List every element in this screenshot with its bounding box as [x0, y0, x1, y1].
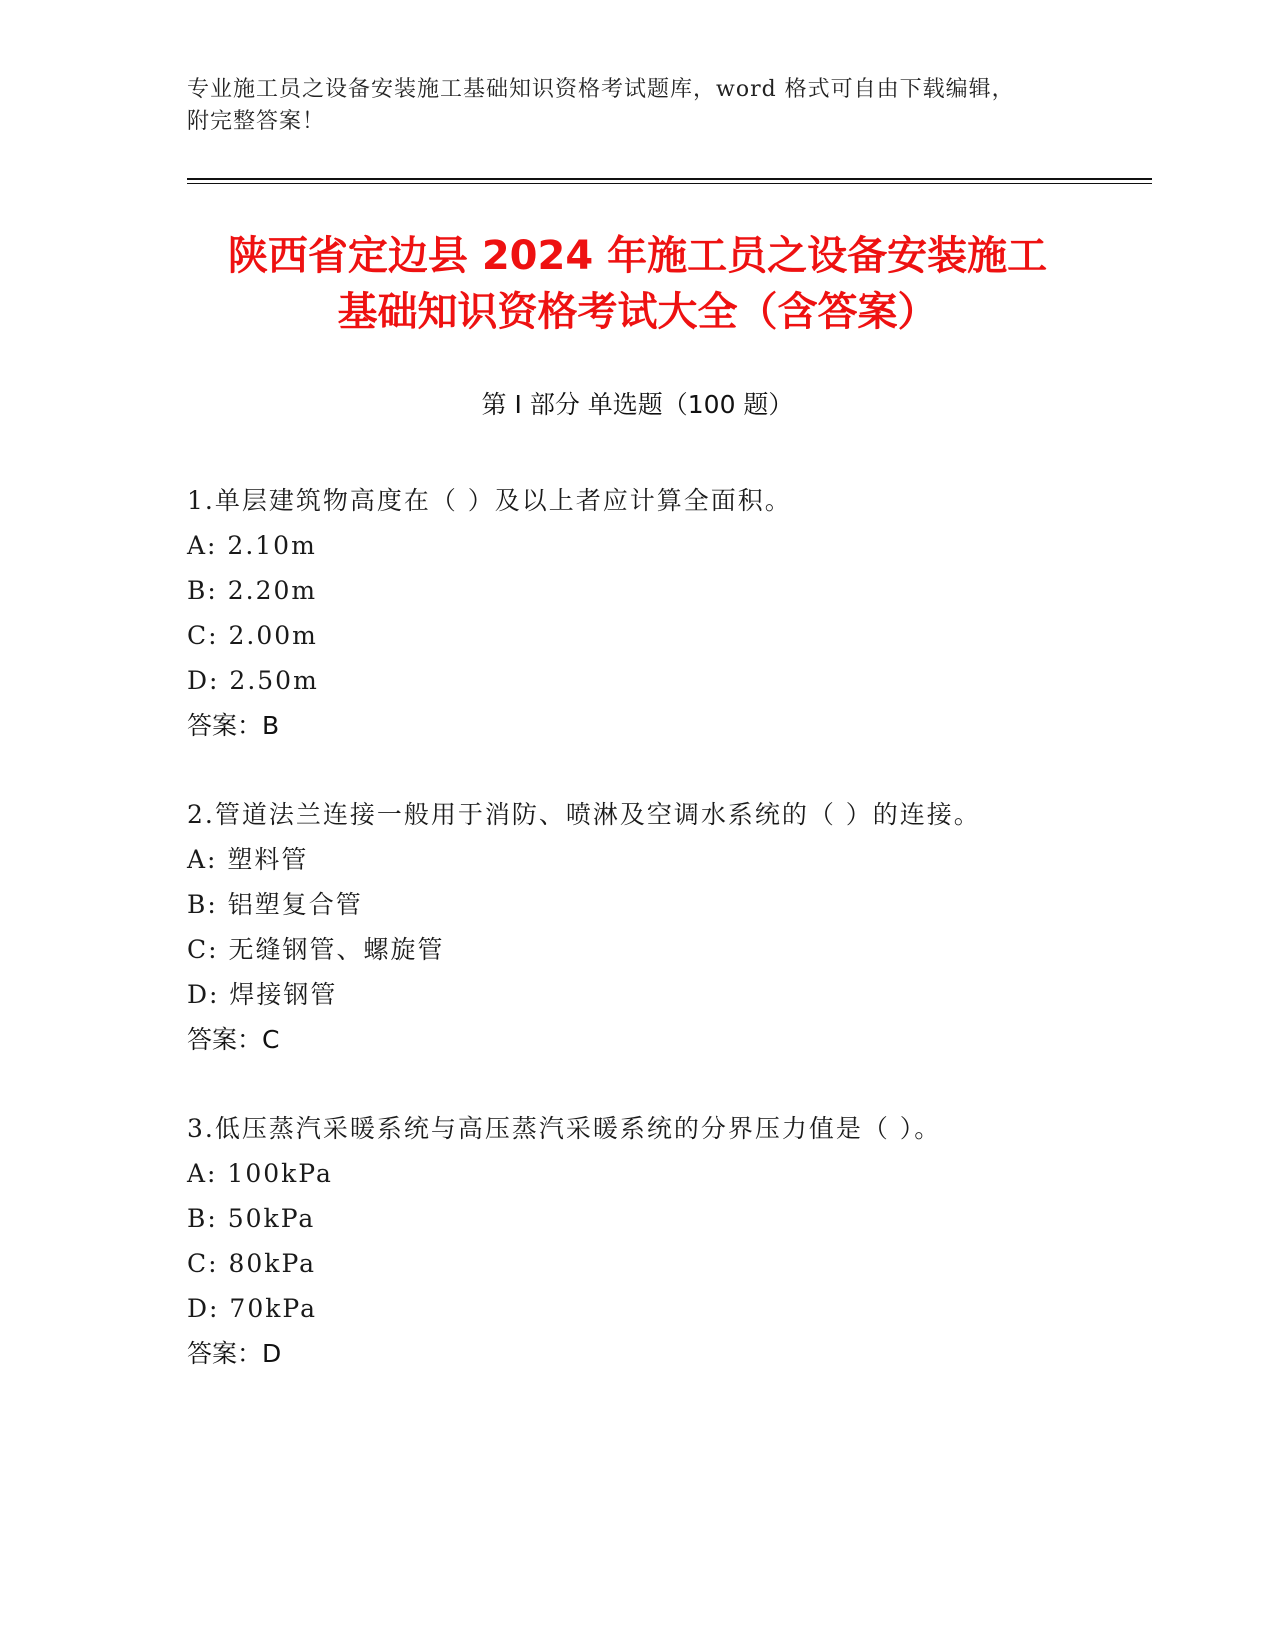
- option-b: B: 铝塑复合管: [187, 890, 363, 919]
- option-c: C: 无缝钢管、螺旋管: [187, 935, 445, 964]
- section-heading: 第 I 部分 单选题（100 题）: [481, 390, 794, 419]
- answer-line: 答案：D: [187, 1339, 282, 1368]
- option-c: C: 2.00m: [187, 621, 318, 650]
- answer-line: 答案：B: [187, 711, 280, 740]
- answer-line: 答案：C: [187, 1025, 280, 1054]
- option-b: B: 2.20m: [187, 576, 318, 605]
- header-note-line-2: 附完整答案！: [187, 109, 326, 134]
- header-rule-thick: [187, 178, 1152, 180]
- question-stem: 3.低压蒸汽采暖系统与高压蒸汽采暖系统的分界压力值是（ ）。: [187, 1114, 942, 1143]
- option-d: D: 2.50m: [187, 666, 319, 695]
- header-rule-thin: [187, 183, 1152, 184]
- question-stem: 1.单层建筑物高度在（ ）及以上者应计算全面积。: [187, 486, 792, 515]
- question-1: [187, 478, 1147, 748]
- option-a: A: 塑料管: [187, 845, 309, 874]
- option-d: D: 70kPa: [187, 1294, 317, 1323]
- document-title: [150, 228, 1125, 340]
- question-3: [187, 1106, 1147, 1376]
- option-b: B: 50kPa: [187, 1204, 316, 1233]
- question-2: [187, 792, 1147, 1062]
- header-note-line-1: 专业施工员之设备安装施工基础知识资格考试题库，word 格式可自由下载编辑，: [187, 77, 1015, 102]
- option-d: D: 焊接钢管: [187, 980, 338, 1009]
- option-a: A: 100kPa: [187, 1159, 333, 1188]
- document-title-line-1: 陕西省定边县 2024 年施工员之设备安装施工: [227, 233, 1048, 279]
- question-stem: 2.管道法兰连接一般用于消防、喷淋及空调水系统的（ ）的连接。: [187, 800, 981, 829]
- option-c: C: 80kPa: [187, 1249, 317, 1278]
- header-note: [187, 74, 1067, 138]
- option-a: A: 2.10m: [187, 531, 317, 560]
- question-list: [187, 478, 1147, 1420]
- document-title-line-2: 基础知识资格考试大全（含答案）: [337, 289, 938, 335]
